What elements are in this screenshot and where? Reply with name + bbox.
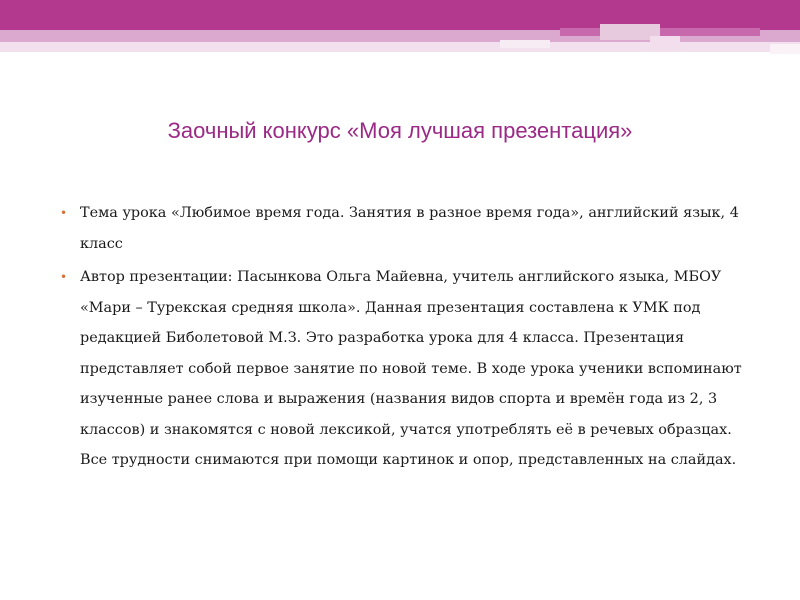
bullet-item	[60, 262, 760, 476]
bullet-icon: •	[60, 206, 68, 220]
header-band	[0, 0, 800, 30]
bullet-text: Тема урока «Любимое время года. Занятия в разное время года», английский язык, 4 класс	[80, 205, 739, 252]
header-accent	[500, 40, 550, 48]
header-accent	[650, 36, 680, 50]
header-accent	[560, 28, 760, 36]
header-band-lighter	[0, 42, 800, 52]
bullet-icon: •	[60, 270, 68, 284]
bullet-text: Автор презентации: Пасынкова Ольга Майевна, учитель английского языка, МБОУ «Мари – Турекская средняя школа». Данная презентация составлена к УМК под редакцией Биболетовой М.З. Это разработка урока для 4 класса. Презентация представляет собой первое занятие по новой теме. В ходе урока ученики вспоминают изученные ранее слова и выражения (названия видов спорта и времён года из 2, 3 классов) и знакомятся с новой лексикой, учатся употреблять её в речевых образцах. Все трудности снимаются при помощи картинок и опор, представленных на слайдах.	[80, 269, 742, 468]
slide-title: Заочный конкурс «Моя лучшая презентация»	[167, 118, 633, 143]
bullet-item	[60, 198, 760, 259]
slide-body	[60, 198, 760, 479]
header-accent	[770, 44, 800, 54]
